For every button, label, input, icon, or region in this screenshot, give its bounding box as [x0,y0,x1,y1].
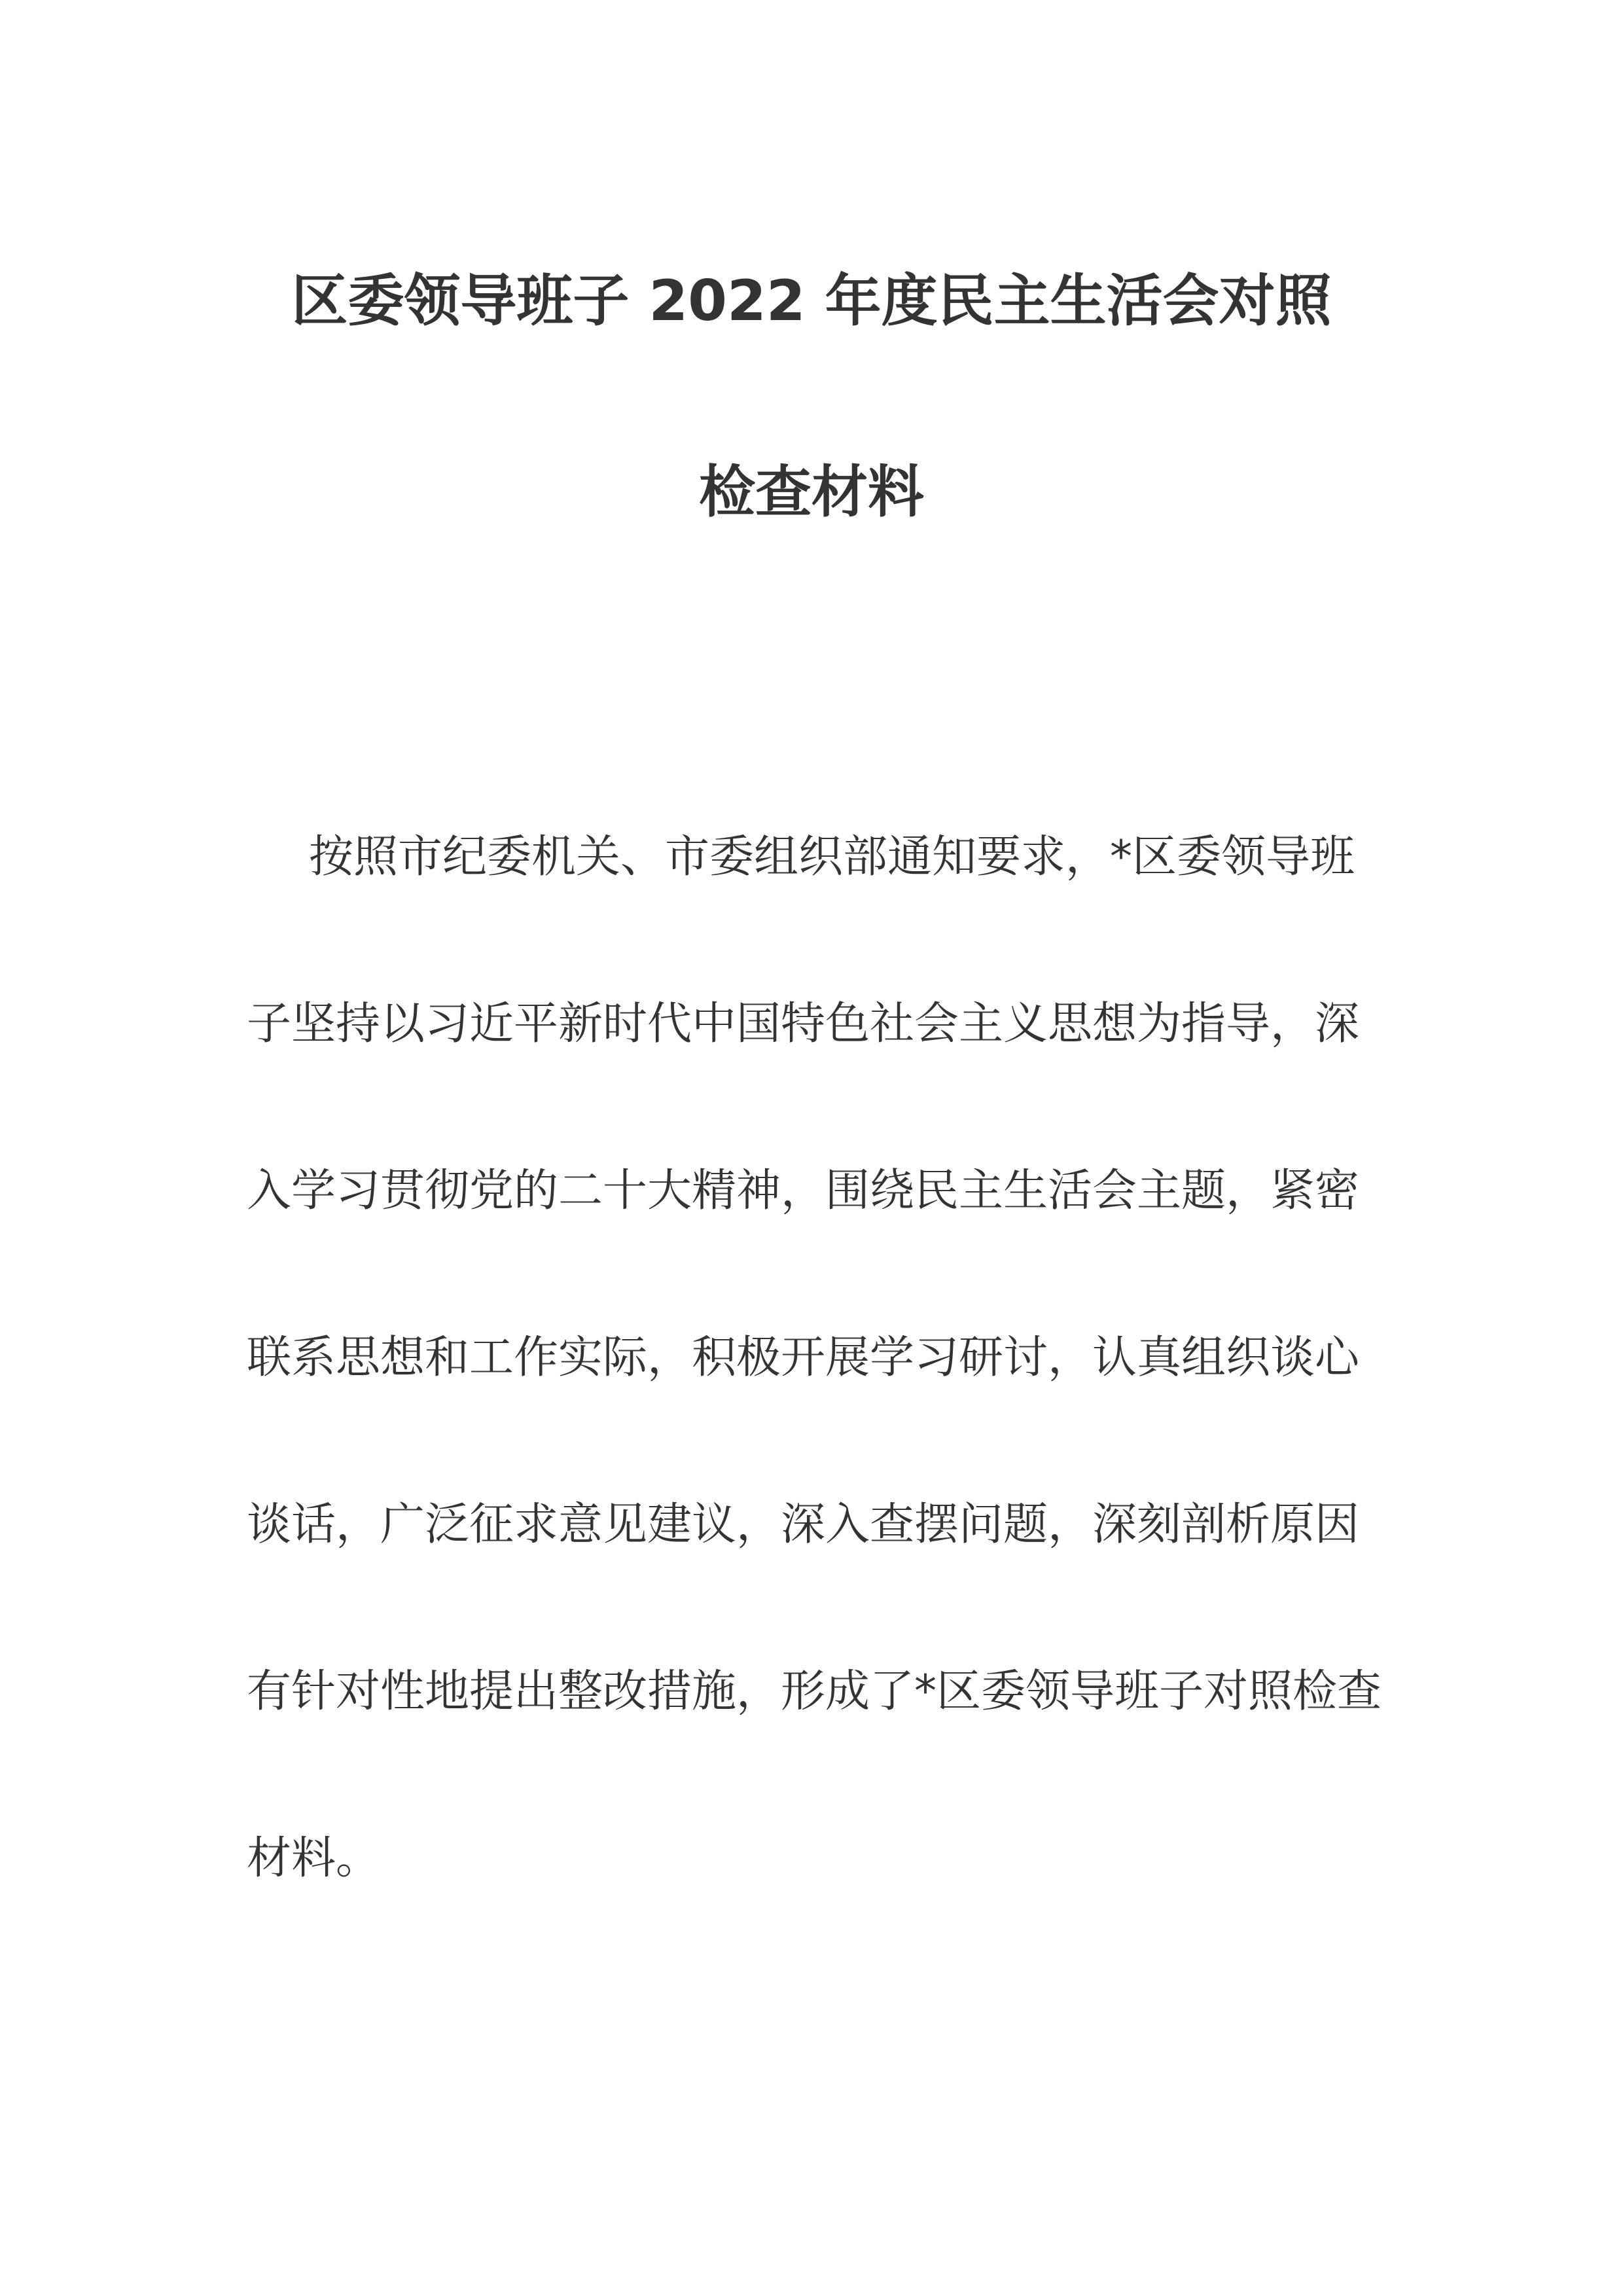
document-title-line-1: 区委领导班子 2022 年度民主生活会对照 [291,268,1332,334]
paragraph-line-5: 谈话，广泛征求意见建议，深入查摆问题，深刻剖析原因 [247,1499,1360,1551]
paragraph-line-4: 联系思想和工作实际，积极开展学习研讨，认真组织谈心 [247,1332,1360,1384]
paragraph-line-1: 按照市纪委机关、市委组织部通知要求，*区委领导班 [309,831,1355,883]
paragraph-line-3: 入学习贯彻党的二十大精神，围绕民主生活会主题，紧密 [247,1165,1360,1217]
paragraph-line-6: 有针对性地提出整改措施，形成了*区委领导班子对照检查 [247,1666,1382,1717]
paragraph-line-7: 材料。 [247,1833,381,1884]
document-title-line-2: 检查材料 [699,459,924,525]
paragraph-line-2: 子坚持以习近平新时代中国特色社会主义思想为指导，深 [247,998,1360,1050]
